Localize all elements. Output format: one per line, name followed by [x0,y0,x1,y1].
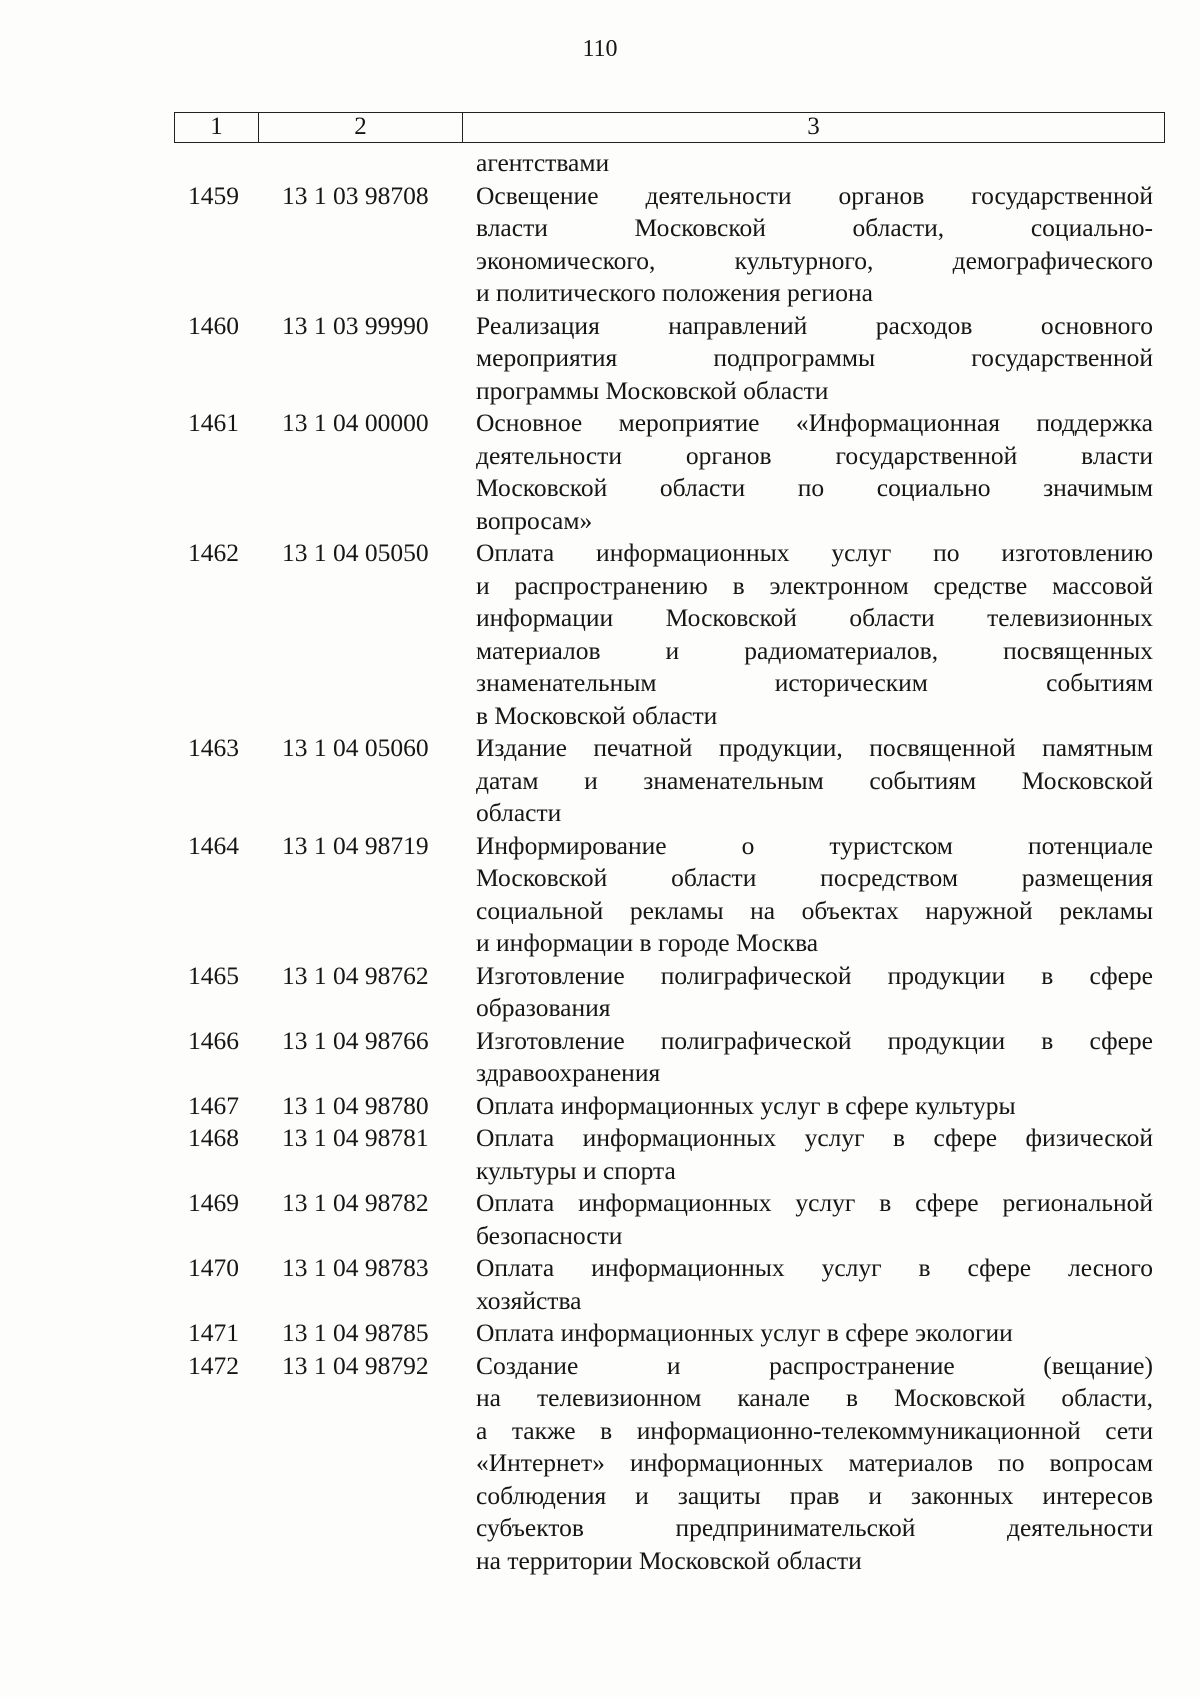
table-row [0,310,1200,408]
table-row [0,1122,1200,1187]
budget-code: 13 1 03 98708 [282,180,429,210]
table-body [0,147,1200,1577]
budget-code: 13 1 04 98719 [282,830,429,860]
row-description [476,1317,1153,1350]
description-line: власти Московской области, социально- [476,213,1153,242]
row-number: 1469 [188,1188,239,1217]
table-row [0,830,1200,960]
budget-code: 13 1 04 05050 [282,538,429,567]
table-row [0,1025,1200,1090]
table-row [0,1187,1200,1252]
table-header [174,112,1165,143]
description-line: вопросам» [476,505,593,535]
description-line: Оплата информационных услуг по изготовлению [476,538,1153,567]
description-line: области [476,798,562,827]
row-description [476,830,1153,960]
description-line: Реализация направлений расходов основного [476,310,1153,340]
column-header-3: 3 [807,113,820,140]
row-description [476,407,1153,537]
description-line: и информации в городе Москва [476,928,819,957]
description-line: агентствами [476,148,610,177]
description-line: Изготовление полиграфической продукции в сфере [476,1025,1153,1055]
description-line: Оплата информационных услуг в сфере региональной [476,1188,1153,1217]
description-line: Московской области посредством размещения [476,863,1153,892]
description-line: и политического положения региона [476,278,873,307]
budget-code: 13 1 04 05060 [282,733,429,762]
table-row [0,1252,1200,1317]
description-line: образования [476,993,611,1022]
row-description [476,180,1153,310]
description-line: на территории Московской области [476,1545,862,1575]
row-description [476,537,1153,732]
row-number: 1465 [188,960,239,990]
table-row [0,147,1200,180]
row-number: 1462 [188,538,239,567]
description-line: Создание и распространение (вещание) [476,1350,1153,1380]
description-line: Оплата информационных услуг в сфере лесного [476,1253,1153,1282]
table-row [0,732,1200,830]
description-line: Основное мероприятие «Информационная поддержка [476,408,1153,437]
row-number: 1467 [188,1090,239,1120]
row-number: 1472 [188,1350,239,1380]
description-line: мероприятия подпрограммы государственной [476,343,1153,372]
table-row [0,960,1200,1025]
row-description [476,1187,1153,1252]
table-row [0,180,1200,310]
row-description [476,1025,1153,1090]
row-number: 1468 [188,1123,239,1152]
description-line: информации Московской области телевизионных [476,603,1153,632]
row-number: 1471 [188,1318,239,1347]
table-row [0,537,1200,732]
row-number: 1461 [188,408,239,437]
budget-code: 13 1 04 98792 [282,1350,429,1380]
budget-code: 13 1 04 98782 [282,1188,429,1217]
row-number: 1464 [188,830,239,860]
budget-code: 13 1 04 98766 [282,1025,429,1055]
description-line: датам и знаменательным событиям Московской [476,765,1153,795]
column-header-2: 2 [259,113,463,142]
description-line: программы Московской области [476,375,829,405]
row-description [476,147,1153,180]
column-header-1: 1 [175,113,259,142]
row-description [476,1252,1153,1317]
budget-code: 13 1 03 99990 [282,310,429,340]
description-line: Московской области по социально значимым [476,473,1153,502]
budget-code: 13 1 04 98780 [282,1090,429,1120]
description-line: знаменательным историческим событиям [476,668,1153,697]
row-number: 1460 [188,310,239,340]
description-line: соблюдения и защиты прав и законных интересов [476,1480,1153,1510]
row-description [476,960,1153,1025]
budget-code: 13 1 04 98783 [282,1253,429,1282]
budget-code: 13 1 04 98785 [282,1318,429,1347]
row-description [476,1122,1153,1187]
description-line: безопасности [476,1220,623,1250]
description-line: на телевизионном канале в Московской области, [476,1383,1153,1412]
table-row [0,1317,1200,1350]
description-line: а также в информационно-телекоммуникационной сети [476,1415,1153,1445]
description-line: Освещение деятельности органов государственной [476,180,1153,210]
row-description [476,310,1153,408]
row-number: 1466 [188,1025,239,1055]
description-line: Оплата информационных услуг в сфере культуры [476,1090,1016,1120]
description-line: социальной рекламы на объектах наружной рекламы [476,895,1153,925]
description-line: Оплата информационных услуг в сфере экологии [476,1318,1013,1347]
budget-code: 13 1 04 98762 [282,960,429,990]
budget-code: 13 1 04 98781 [282,1123,429,1152]
description-line: субъектов предпринимательской деятельности [476,1513,1153,1542]
description-line: и распространению в электронном средстве массовой [476,570,1153,600]
row-number: 1463 [188,733,239,762]
description-line: деятельности органов государственной власти [476,440,1153,470]
row-description [476,1350,1153,1578]
row-number: 1470 [188,1253,239,1282]
description-line: здравоохранения [476,1058,661,1087]
table-row [0,1350,1200,1578]
description-line: материалов и радиоматериалов, посвященных [476,635,1153,665]
description-line: Изготовление полиграфической продукции в сфере [476,960,1153,990]
table-row [0,407,1200,537]
description-line: культуры и спорта [476,1155,676,1185]
page-number: 110 [582,36,618,62]
description-line: в Московской области [476,700,718,730]
budget-code: 13 1 04 00000 [282,408,429,437]
table-row [0,1090,1200,1123]
description-line: Оплата информационных услуг в сфере физической [476,1123,1153,1152]
row-number: 1459 [188,180,239,210]
row-description [476,1090,1153,1123]
row-description [476,732,1153,830]
description-line: Информирование о туристском потенциале [476,830,1153,860]
description-line: хозяйства [476,1285,582,1315]
description-line: экономического, культурного, демографического [476,245,1153,275]
description-line: «Интернет» информационных материалов по вопросам [476,1448,1153,1477]
description-line: Издание печатной продукции, посвященной памятным [476,733,1153,762]
